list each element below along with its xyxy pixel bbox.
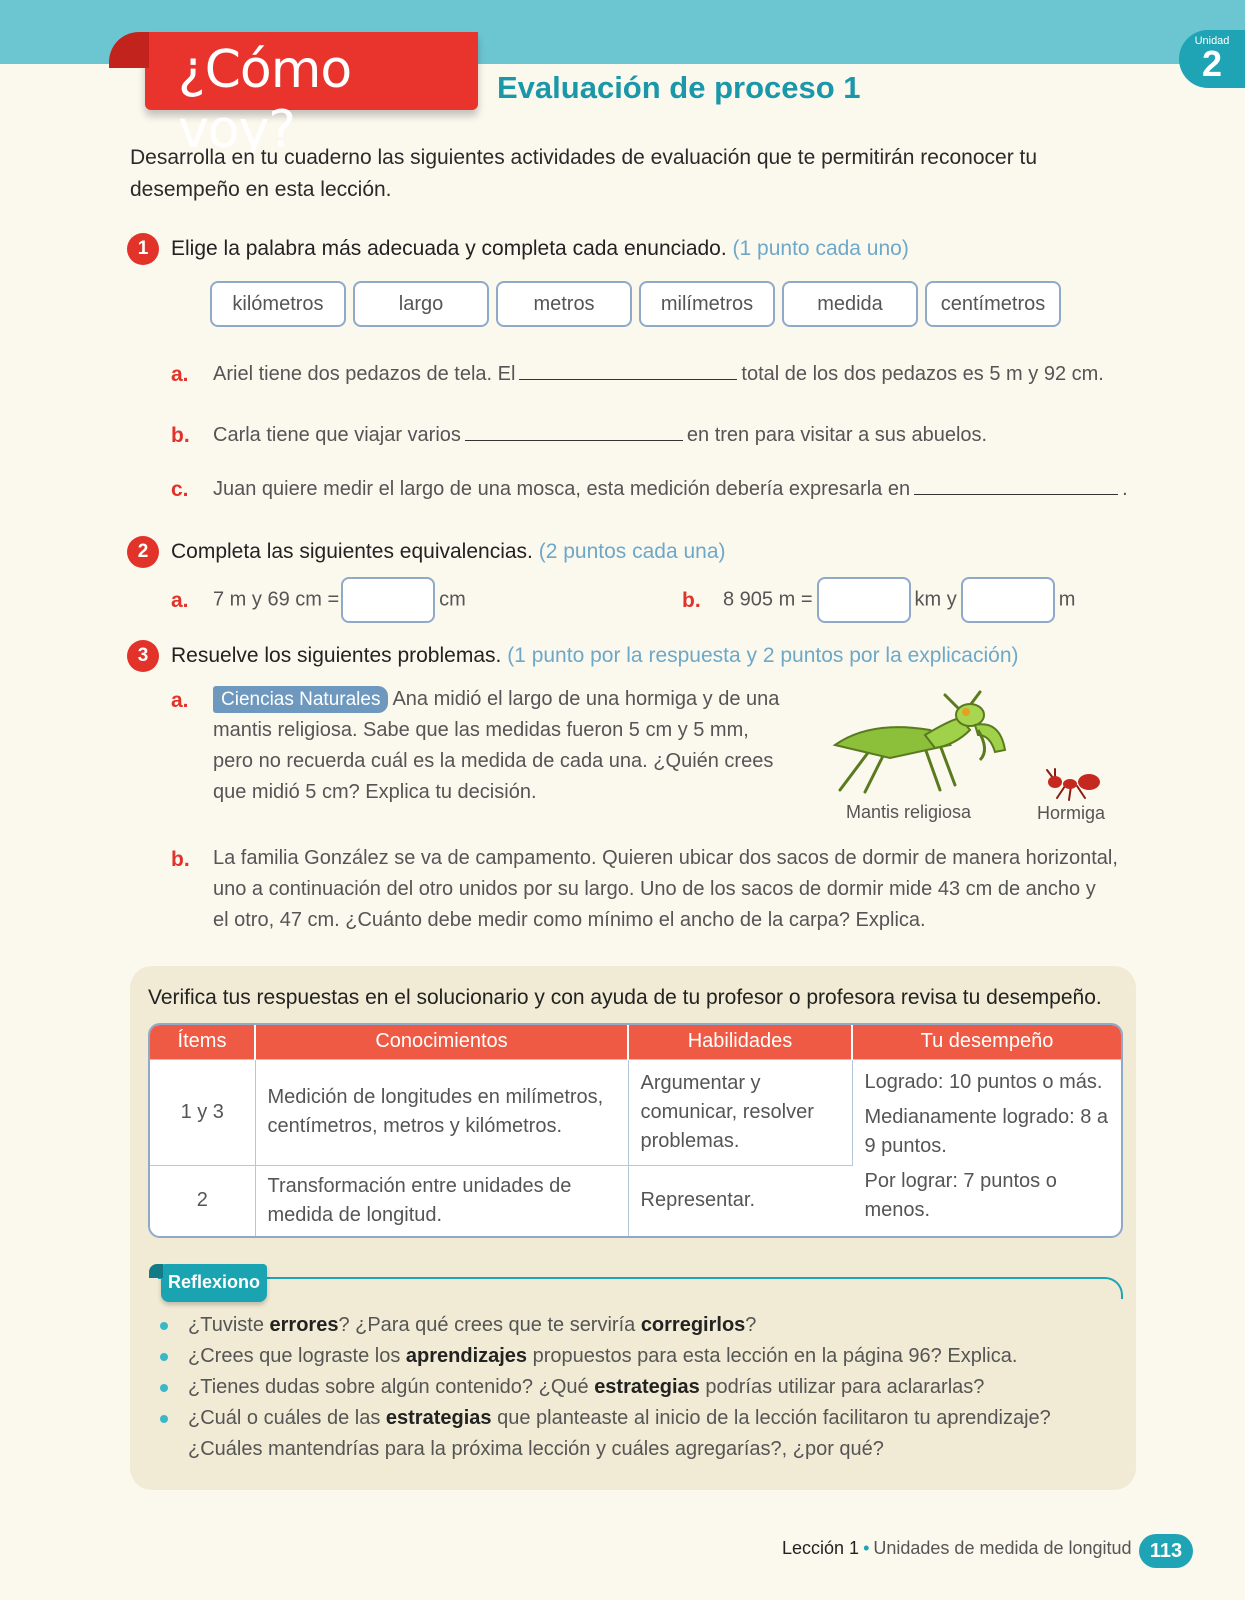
tab-fold (149, 1264, 163, 1278)
question-3-prompt: Resuelve los siguientes problemas. (171, 644, 502, 667)
page-title: ¿Cómo voy? (178, 40, 352, 160)
question-2-prompt: Completa las siguientes equivalencias. (171, 540, 533, 563)
unit-number: 2 (1201, 43, 1223, 84)
problem-text: Ana midió el largo de una hormiga y de una (392, 688, 780, 710)
cell-skills: Representar. (628, 1165, 852, 1236)
text: ¿Crees que lograste los (188, 1345, 406, 1367)
problem-text: mantis religiosa. Sabe que las medidas fueron 5 cm y 5 mm, (213, 719, 749, 741)
bold-text: estrategias (385, 1407, 492, 1429)
bold-text: corregirlos (640, 1314, 746, 1336)
item-1a-text (213, 363, 1104, 386)
text: ¿Cuál o cuáles de las (188, 1407, 386, 1429)
question-number-2: 2 (127, 536, 159, 568)
subject-tag: Ciencias Naturales (213, 686, 388, 713)
answer-box (817, 577, 911, 623)
caption-mantis: Mantis religiosa (846, 802, 972, 822)
performance-level: Por lograr: 7 puntos o menos. (864, 1169, 1057, 1221)
cell-knowledge: Medición de longitudes en milímetros, centímetros, metros y kilómetros. (255, 1059, 628, 1165)
item-text-before: Carla tiene que viajar varios (213, 424, 461, 446)
table-header: Tu desempeño (852, 1025, 1121, 1059)
word-option: milímetros (639, 281, 775, 327)
bold-text: aprendizajes (405, 1345, 528, 1367)
list-item (160, 1310, 1110, 1341)
question-3-text (171, 644, 1019, 668)
footer-dot: • (863, 1538, 870, 1558)
unit-label: Unidad (1194, 35, 1230, 47)
text: podrías utilizar para aclararlas? (699, 1376, 985, 1398)
footer (782, 1538, 1132, 1559)
cell-items: 1 y 3 (150, 1059, 255, 1165)
question-1-text (171, 237, 909, 261)
list-item (160, 1403, 1110, 1465)
question-1-points: (1 punto cada uno) (732, 237, 909, 260)
item-text-after: . (1122, 478, 1128, 500)
item-1c-text (213, 478, 1128, 501)
bullet-icon (160, 1353, 168, 1361)
ant-illustration (1045, 768, 1101, 802)
bullet-icon (160, 1322, 168, 1330)
equivalence-unit: km y (914, 588, 957, 611)
word-option: kilómetros (210, 281, 346, 327)
problem-text: el otro, 47 cm. ¿Cuánto debe medir como mínimo el ancho de la carpa? Explica. (213, 909, 926, 931)
answer-box (961, 577, 1055, 623)
answer-blank (914, 494, 1118, 495)
word-option: largo (353, 281, 489, 327)
performance-table (148, 1023, 1123, 1238)
verify-instructions: Verifica tus respuestas en el solucionario y con ayuda de tu profesor o profesora revisa tu desempeño. (148, 986, 1102, 1009)
performance-level: Logrado: 10 puntos o más. (864, 1070, 1103, 1093)
problem-text: La familia González se va de campamento. Quieren ubicar dos sacos de dormir de manera horizontal, (213, 847, 1118, 869)
text: que planteaste al inicio de la lección facilitaron tu aprendizaje? ¿Cuáles mantendrías para la próxima lección y cuáles agregarías?, ¿por qué? (188, 1407, 1051, 1460)
question-1-prompt: Elige la palabra más adecuada y completa cada enunciado. (171, 237, 727, 260)
question-2-points: (2 puntos cada una) (538, 540, 726, 563)
list-item (160, 1341, 1110, 1372)
reflection-title: Reflexiono (167, 1272, 260, 1292)
intro-text: Desarrolla en tu cuaderno las siguientes actividades de evaluación que te permitirán reconocer tu desempeño en esta lección. (130, 146, 1038, 201)
item-letter: b. (171, 424, 190, 447)
equivalence-a (213, 577, 466, 623)
text: ¿Tuviste (188, 1314, 270, 1336)
question-number-1: 1 (127, 233, 159, 265)
equivalence-b (723, 577, 1075, 623)
table-header: Conocimientos (255, 1025, 628, 1059)
question-number-3: 3 (127, 640, 159, 672)
bullet-icon (160, 1415, 168, 1423)
cell-items: 2 (150, 1165, 255, 1236)
performance-level: Medianamente logrado: 8 a 9 puntos. (864, 1105, 1108, 1157)
equivalence-unit: m (1058, 588, 1076, 611)
item-letter: a. (171, 589, 189, 612)
table-header: Habilidades (628, 1025, 852, 1059)
reflection-list (160, 1310, 1110, 1465)
question-2-text (171, 540, 726, 564)
bullet-icon (160, 1384, 168, 1392)
answer-blank (465, 440, 683, 441)
text: ? ¿Para qué crees que te serviría (338, 1314, 641, 1336)
mantis-illustration (830, 690, 1030, 800)
item-text-after: en tren para visitar a sus abuelos. (686, 424, 988, 446)
page-subtitle: Evaluación de proceso 1 (497, 70, 861, 105)
footer-topic: Unidades de medida de longitud (873, 1538, 1132, 1558)
problem-3a (213, 684, 813, 808)
word-bank (210, 281, 1061, 327)
text: ¿Tienes dudas sobre algún contenido? ¿Qué (188, 1376, 595, 1398)
page-number: 113 (1139, 1534, 1193, 1568)
item-letter: a. (171, 363, 189, 386)
item-letter: b. (682, 589, 701, 612)
cell-performance (852, 1059, 1121, 1236)
answer-box (341, 577, 435, 623)
list-item (160, 1372, 1110, 1403)
caption-ant: Hormiga (1037, 803, 1106, 823)
problem-text: uno a continuación del otro unidos por su largo. Uno de los sacos de dormir mide 43 cm de ancho y (213, 878, 1096, 900)
equivalence-expression: 7 m y 69 cm = (213, 588, 340, 611)
bold-text: estrategias (594, 1376, 700, 1398)
word-option: medida (782, 281, 918, 327)
answer-blank (519, 379, 737, 380)
item-text-before: Juan quiere medir el largo de una mosca, esta medición debería expresarla en (213, 478, 911, 500)
item-text-after: total de los dos pedazos es 5 m y 92 cm. (741, 363, 1104, 385)
cell-knowledge: Transformación entre unidades de medida de longitud. (255, 1165, 628, 1236)
reflection-divider (158, 1277, 1123, 1299)
table-header: Ítems (150, 1025, 255, 1059)
item-letter: b. (171, 848, 190, 871)
unit-tab (1179, 30, 1245, 88)
word-option: centímetros (925, 281, 1061, 327)
problem-text: pero no recuerda cuál es la medida de cada una. ¿Quién crees (213, 750, 774, 772)
item-1b-text (213, 424, 987, 447)
problem-text: que midió 5 cm? Explica tu decisión. (213, 781, 537, 803)
question-3-points: (1 punto por la respuesta y 2 puntos por la explicación) (507, 644, 1019, 667)
item-letter: c. (171, 478, 189, 501)
word-option: metros (496, 281, 632, 327)
cell-skills: Argumentar y comunicar, resolver problemas. (628, 1059, 852, 1165)
text: ? (745, 1314, 757, 1336)
table-row (150, 1059, 1121, 1165)
text: propuestos para esta lección en la página 96? Explica. (527, 1345, 1018, 1367)
reflection-tab (161, 1264, 267, 1302)
title-banner (145, 32, 478, 160)
bold-text: errores (269, 1314, 339, 1336)
item-text-before: Ariel tiene dos pedazos de tela. El (213, 363, 516, 385)
footer-lesson: Lección 1 (782, 1538, 860, 1558)
problem-3b (213, 843, 1133, 936)
equivalence-unit: cm (439, 588, 466, 611)
equivalence-expression: 8 905 m = (723, 588, 813, 611)
item-letter: a. (171, 689, 189, 712)
